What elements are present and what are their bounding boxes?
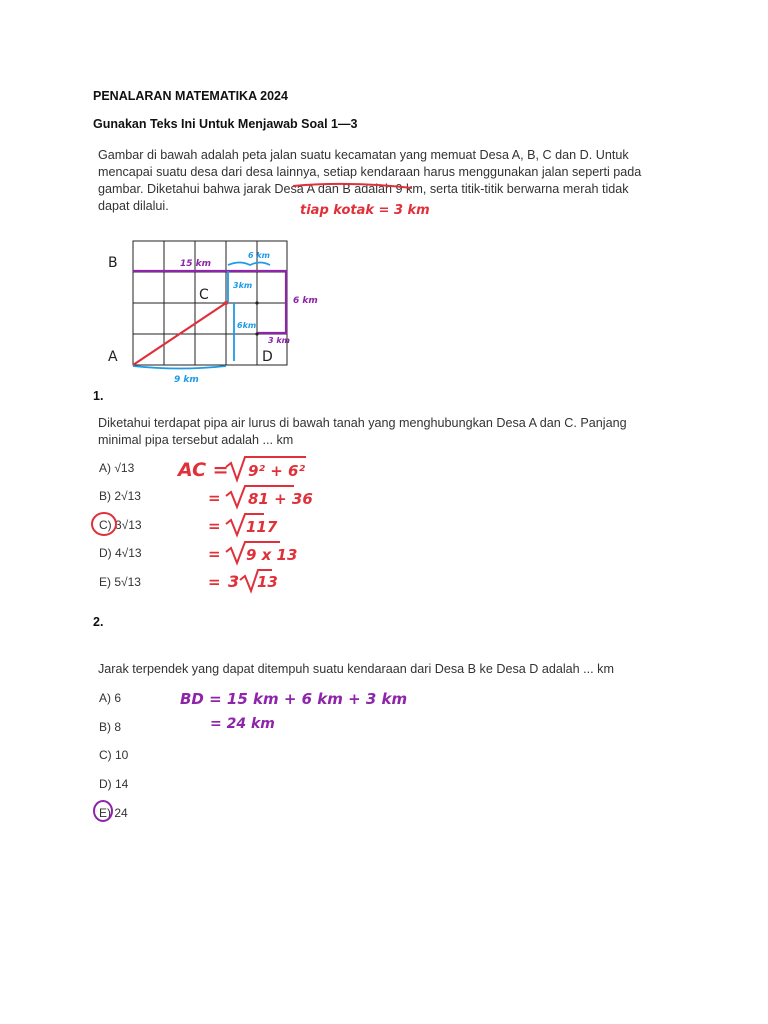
handwritten-note: tiap kotak = 3 km [300, 203, 430, 218]
work-rad-4: 9 x 13 [246, 546, 298, 564]
work-rad-2: 81 + 36 [248, 490, 313, 508]
passage-line: mencapai suatu desa dari desa lainnya, setiap kendaraan harus menggunakan jalan seperti pada [98, 165, 642, 179]
q1-option-c[interactable]: C) 3√13 [99, 518, 142, 532]
page-title: PENALARAN MATEMATIKA 2024 [93, 89, 288, 103]
question-2-text: Jarak terpendek yang dapat ditempuh suatu kendaraan dari Desa B ke Desa D adalah ... km [98, 662, 614, 676]
question-1-number: 1. [93, 389, 104, 403]
q2-option-d[interactable]: D) 14 [99, 777, 129, 791]
q2-option-b[interactable]: B) 8 [99, 720, 122, 734]
work-eq: = [208, 573, 221, 591]
question-2-number: 2. [93, 615, 104, 629]
passage-line: dapat dilalui. [98, 199, 169, 213]
work-line-2: = 24 km [210, 716, 275, 732]
passage-line: gambar. Diketahui bahwa jarak Desa A dan B adalah 9 km, serta titik-titik berwarna merah tidak [98, 182, 629, 196]
q2-option-a[interactable]: A) 6 [99, 691, 122, 705]
work-eq: = [208, 489, 221, 507]
label-village-b: B [108, 255, 118, 271]
work-eq: = [208, 545, 221, 563]
q1-option-b[interactable]: B) 2√13 [99, 489, 141, 503]
work-coef: 3 [228, 572, 240, 591]
q1-option-a[interactable]: A) √13 [99, 461, 135, 475]
work-eq: = [208, 517, 221, 535]
work-rad-1: 9² + 6² [248, 462, 306, 480]
annotation-3km: 3km [233, 281, 253, 290]
question-line: Diketahui terdapat pipa air lurus di bawah tanah yang menghubungkan Desa A dan C. Panjang [98, 416, 627, 430]
passage-line: Gambar di bawah adalah peta jalan suatu kecamatan yang memuat Desa A, B, C dan D. Untuk [98, 148, 629, 162]
work-line-1: BD = 15 km + 6 km + 3 km [180, 690, 408, 708]
label-village-a: A [108, 349, 118, 365]
annotation-top-6km: 6 km [248, 251, 271, 260]
label-village-d: D [262, 349, 273, 365]
q1-option-e[interactable]: E) 5√13 [99, 575, 141, 589]
label-village-c: C [199, 287, 209, 303]
q2-option-e[interactable]: E) 24 [99, 806, 128, 820]
annotation-d-3km: 3 km [268, 336, 291, 345]
section-subtitle: Gunakan Teks Ini Untuk Menjawab Soal 1—3 [93, 117, 358, 131]
annotation-right-6km: 6 km [293, 296, 318, 306]
q1-option-d[interactable]: D) 4√13 [99, 546, 142, 560]
annotation-15km: 15 km [180, 259, 212, 269]
q2-option-c[interactable]: C) 10 [99, 748, 129, 762]
answer-circle-e [94, 801, 112, 821]
work-lhs: AC = [178, 459, 229, 481]
annotation-9km: 9 km [174, 375, 199, 385]
work-rad-5: 13 [257, 573, 278, 591]
work-rad-3: 117 [246, 518, 278, 536]
question-line: minimal pipa tersebut adalah ... km [98, 433, 294, 447]
annotation-6km: 6km [237, 321, 257, 330]
